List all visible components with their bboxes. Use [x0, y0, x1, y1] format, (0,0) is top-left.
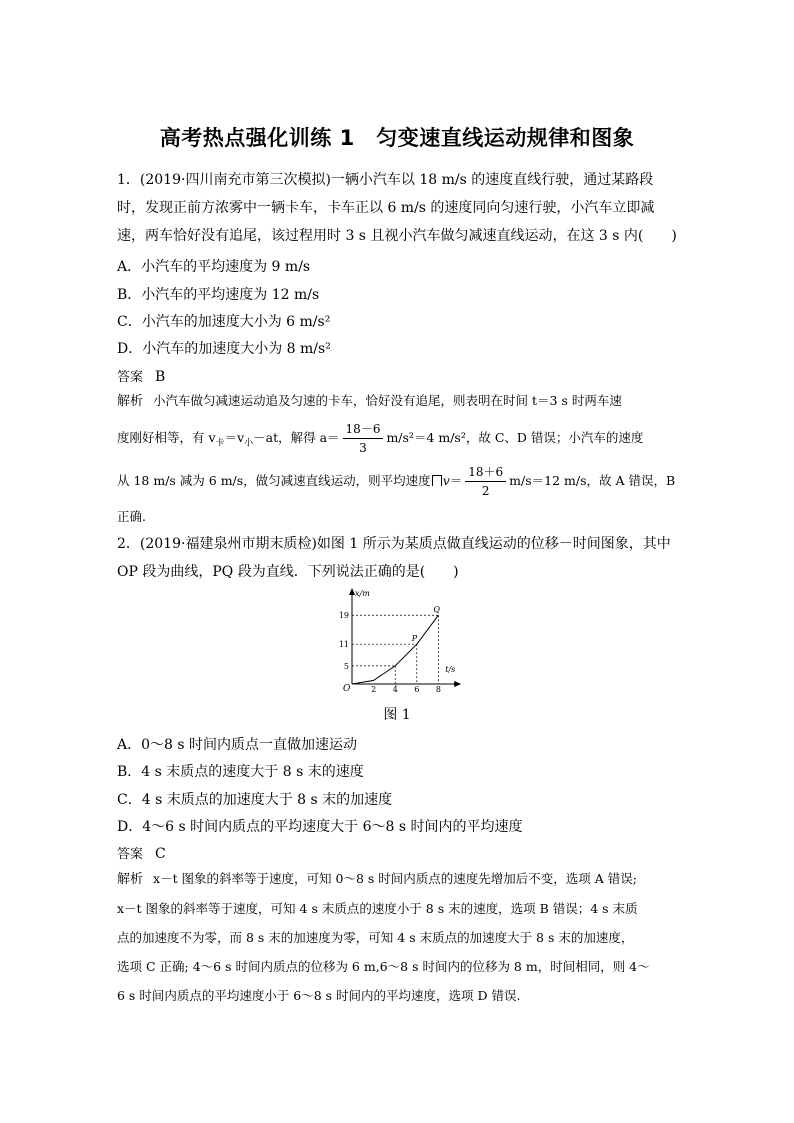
explanation-line	[117, 864, 681, 894]
subscript: 小	[244, 438, 254, 449]
question-2-answer	[117, 843, 166, 862]
x-tick-label: 2	[371, 685, 377, 694]
explanation-text: 从 18 m/s 减为 6 m/s，做匀减速直线运动，则平均速度	[117, 472, 431, 488]
explanation-line: 选项 C 正确; 4～6 s 时间内质点的位移为 6 m,6～8 s 时间内的位移为 8 m，时间相同，则 4～	[117, 959, 650, 974]
xt-chart	[330, 588, 470, 694]
question-1-explanation	[117, 386, 681, 531]
fraction-denominator: 3	[359, 441, 367, 455]
y-tick-label: 11	[338, 640, 349, 650]
question-1-stem: 1．(2019·四川南充市第三次模拟)一辆小汽车以 18 m/s 的速度直线行驶，通过某路段时，发现正前方浓雾中一辆卡车，卡车正以 6 m/s 的速度同向匀速行驶，小汽车立即减速，两车恰好没有追尾，该过程用时 3 s 且视小汽车做匀减速直线运动，在这 3 s 内( )	[117, 172, 677, 244]
average-velocity-symbol	[432, 475, 442, 486]
question-1-answer	[117, 366, 165, 385]
question-1-option-a: A．小汽车的平均速度为 9 m/s	[117, 259, 311, 275]
fraction	[465, 465, 506, 498]
x-axis-arrow	[454, 681, 461, 687]
answer-label: 答案	[117, 370, 144, 385]
explanation-line	[117, 386, 681, 416]
question-1-option-d: D．小汽车的加速度大小为 8 m/s²	[117, 341, 331, 357]
explanation-line: 正确.	[117, 508, 146, 524]
fraction-denominator: 2	[481, 483, 490, 498]
subscript: 卡	[215, 438, 225, 449]
question-1-option-b: B．小汽车的平均速度为 12 m/s	[117, 287, 320, 303]
explanation-text: －at，解得 a＝	[253, 430, 340, 445]
answer-label: 答案	[117, 847, 144, 862]
x-axis-label: t/s	[445, 665, 456, 674]
y-tick-label: 19	[338, 611, 349, 621]
question-1-option-c: C．小汽车的加速度大小为 6 m/s²	[117, 314, 331, 330]
answer-value: B	[155, 369, 166, 385]
explanation-text: ＝v	[224, 430, 245, 445]
explanation-text: 小汽车做匀减速运动追及匀速的卡车，恰好没有追尾，则表明在时间 t＝3 s 时两车速	[153, 393, 622, 408]
figure-caption: 图 1	[383, 707, 411, 723]
x-tick-label: 8	[435, 685, 441, 694]
origin-label: O	[343, 684, 351, 694]
x-tick-label: 4	[392, 685, 398, 694]
y-tick-label: 5	[343, 661, 349, 671]
question-2-option-b: B．4 s 末质点的速度大于 8 s 末的速度	[117, 764, 364, 780]
explanation-line: 6 s 时间内质点的平均速度小于 6～8 s 时间内的平均速度，选项 D 错误.	[117, 988, 521, 1003]
explanation-text: 度刚好相等，有 v	[117, 430, 216, 445]
average-velocity-letter: v	[442, 472, 450, 488]
question-2-option-c: C．4 s 末质点的加速度大于 8 s 末的加速度	[117, 792, 393, 808]
explanation-line	[117, 422, 681, 459]
explanation-line	[117, 465, 681, 498]
fraction	[343, 422, 384, 455]
explanation-text: m/s＝12 m/s，故 A 错误，B	[509, 472, 676, 488]
fraction-numerator: 18＋6	[465, 465, 506, 482]
explanation-line: 点的加速度不为零，而 8 s 末的加速度为零，可知 4 s 末质点的加速度大于 8 s 末的加速度，	[117, 930, 634, 945]
question-2-option-a: A．0～8 s 时间内质点一直做加速运动	[117, 737, 358, 753]
explanation-text: m/s²＝4 m/s²，故 C、D 错误；小汽车的速度	[386, 430, 644, 445]
explanation-label: 解析	[117, 394, 144, 409]
series-curve-op	[352, 644, 417, 684]
point-label-p: P	[411, 634, 418, 644]
series-line-pq	[417, 615, 439, 644]
explanation-line: x－t 图象的斜率等于速度，可知 4 s 末质点的速度小于 8 s 末的速度，选项 B 错误；4 s 末质	[117, 901, 638, 916]
question-2-explanation	[117, 864, 681, 1010]
explanation-label: 解析	[117, 872, 144, 887]
answer-value: C	[155, 846, 166, 862]
question-2-option-d: D．4～6 s 时间内质点的平均速度大于 6～8 s 时间内的平均速度	[117, 819, 523, 835]
explanation-text: ＝	[449, 472, 463, 488]
question-2-stem: 2．(2019·福建泉州市期末质检)如图 1 所示为某质点做直线运动的位移－时间图象，其中 OP 段为曲线，PQ 段为直线．下列说法正确的是( )	[117, 536, 671, 580]
point-label-q: Q	[433, 605, 440, 615]
y-axis-label: x/m	[355, 589, 370, 598]
explanation-text: x－t 图象的斜率等于速度，可知 0～8 s 时间内质点的速度先增加后不变，选项 A 错误;	[153, 871, 637, 886]
x-tick-label: 6	[414, 685, 420, 694]
page-title: 高考热点强化训练 1 匀变速直线运动规律和图象	[159, 126, 635, 150]
fraction-numerator: 18－6	[343, 422, 384, 439]
